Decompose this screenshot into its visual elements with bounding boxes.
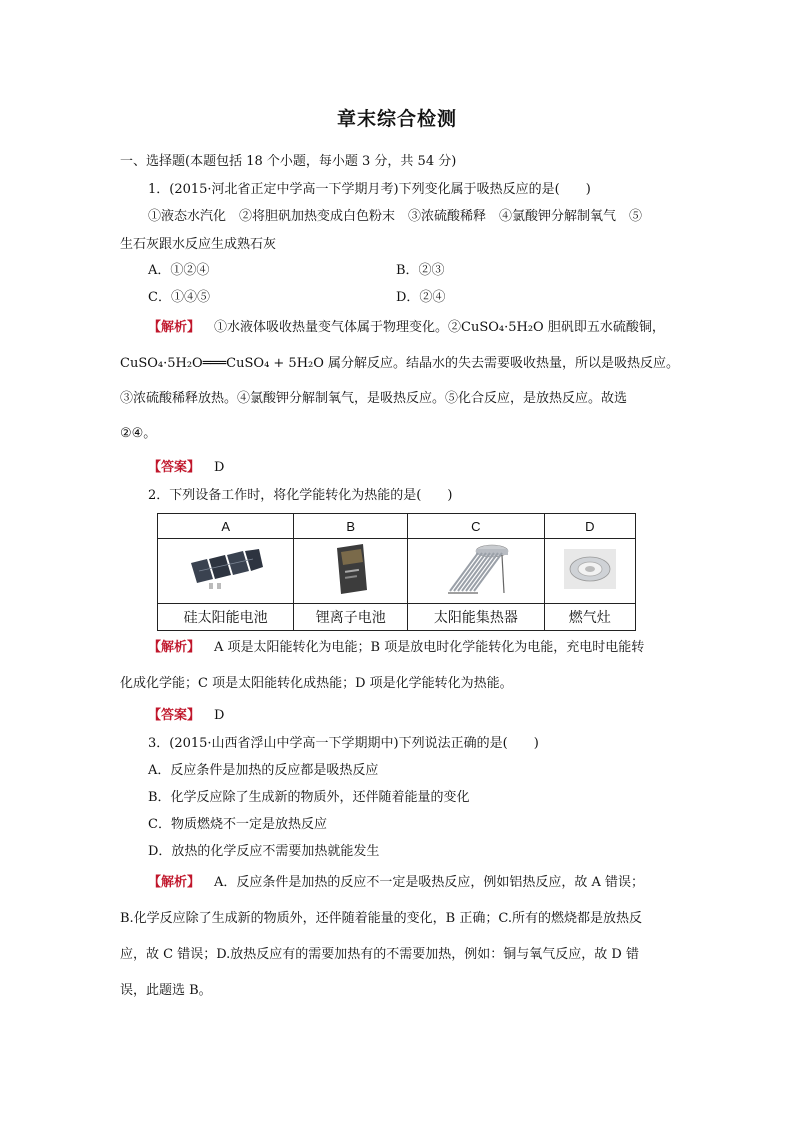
q3-option-a: A．反应条件是加热的反应都是吸热反应: [148, 763, 379, 778]
q1-stem: 1．(2015·河北省正定中学高一下学期月考)下列变化属于吸热反应的是( ): [148, 182, 591, 197]
q1-items-line2: 生石灰跟水反应生成熟石灰: [120, 237, 277, 252]
analysis-tag: 【解析】: [148, 640, 201, 655]
answer-tag: 【答案】: [148, 708, 201, 723]
analysis-tag: 【解析】: [148, 875, 201, 890]
q3-analysis-line3: 应，故 C 错误；D.放热反应有的需要加热有的不需要加热，例如：铜与氧气反应，故 D 错: [120, 947, 639, 962]
table-header-c: C: [408, 514, 544, 539]
device-table: [157, 513, 636, 631]
q1-option-d: D．②④: [396, 290, 446, 305]
q3-option-c: C．物质燃烧不一定是放热反应: [148, 817, 327, 832]
device-name-b: 锂离子电池: [294, 604, 408, 631]
q1-option-c: C．①④⑤: [148, 290, 210, 305]
q3-option-b: B．化学反应除了生成新的物质外，还伴随着能量的变化: [148, 790, 470, 805]
q2-answer: 【答案】 D: [148, 708, 225, 723]
device-name-a: 硅太阳能电池: [158, 604, 294, 631]
table-header-a: A: [158, 514, 294, 539]
q1-analysis-line3: ③浓硫酸稀释放热。④氯酸钾分解制氧气，是吸热反应。⑤化合反应，是放热反应。故选: [120, 391, 628, 406]
q1-option-a: A．①②④: [148, 263, 210, 278]
solar-water-heater-icon: [438, 541, 514, 597]
table-header-b: B: [294, 514, 408, 539]
q2-analysis-line2: 化成化学能；C 项是太阳能转化成热能；D 项是化学能转化为热能。: [120, 676, 513, 691]
q2-analysis-line1: 【解析】 A 项是太阳能转化为电能；B 项是放电时化学能转化为电能，充电时电能转: [148, 640, 645, 655]
solar-panel-icon: [187, 547, 265, 591]
q3-stem: 3．(2015·山西省浮山中学高一下学期期中)下列说法正确的是( ): [148, 736, 539, 751]
q1-analysis-line2: CuSO₄·5H₂O═══CuSO₄ + 5H₂O 属分解反应。结晶水的失去需要吸收热量，所以是吸热反应。: [120, 356, 680, 371]
q1-items-line1: ①液态水汽化 ②将胆矾加热变成白色粉末 ③浓硫酸稀释 ④氯酸钾分解制氧气 ⑤: [148, 209, 643, 224]
q1-analysis-line4: ②④。: [120, 426, 157, 441]
table-header-d: D: [544, 514, 635, 539]
gas-stove-icon: [562, 547, 618, 591]
q1-answer: 【答案】 D: [148, 460, 225, 475]
q3-analysis-line4: 误，此题选 B。: [120, 983, 212, 998]
q1-analysis-line1: 【解析】 ①水液体吸收热量变气体属于物理变化。②CuSO₄·5H₂O 胆矾即五水硫酸铜，: [148, 320, 665, 335]
section-heading: 一、选择题(本题包括 18 个小题，每小题 3 分，共 54 分): [120, 154, 457, 169]
q1-option-b: B．②③: [396, 263, 445, 278]
q3-analysis-line2: B.化学反应除了生成新的物质外，还伴随着能量的变化，B 正确；C.所有的燃烧都是放热反: [120, 911, 642, 926]
device-name-d: 燃气灶: [544, 604, 635, 631]
analysis-tag: 【解析】: [148, 320, 201, 335]
q3-analysis-line1: 【解析】 A．反应条件是加热的反应不一定是吸热反应，例如铝热反应，故 A 错误；: [148, 875, 645, 890]
q2-stem: 2．下列设备工作时，将化学能转化为热能的是( ): [148, 488, 453, 503]
q3-option-d: D．放热的化学反应不需要加热就能发生: [148, 844, 380, 859]
device-name-c: 太阳能集热器: [408, 604, 544, 631]
page-title: 章末综合检测: [336, 108, 457, 130]
battery-icon: [331, 542, 371, 596]
answer-tag: 【答案】: [148, 460, 201, 475]
